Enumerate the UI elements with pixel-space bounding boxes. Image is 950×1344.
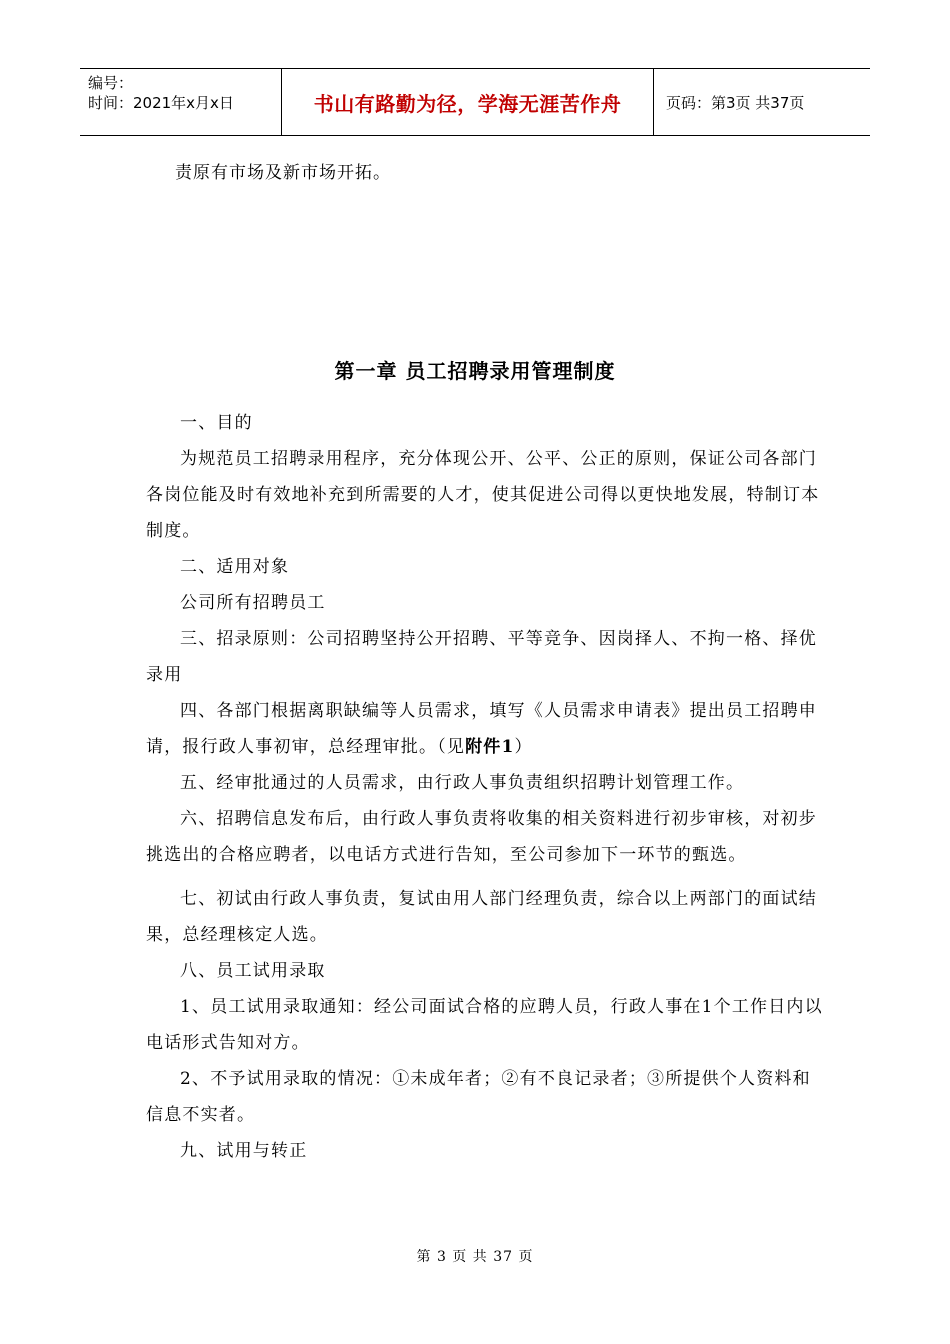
- attachment-link[interactable]: 附件1: [465, 737, 515, 757]
- page-footer: 第 3 页 共 37 页: [416, 1249, 534, 1265]
- paragraph: 2、不予试用录取的情况：①未成年者；②有不良记录者；③所提供个人资料和信息不实者。: [146, 1069, 811, 1125]
- continuation-text: 责原有市场及新市场开拓。: [175, 163, 391, 183]
- doc-number-label: 编号：: [88, 74, 134, 92]
- doc-date-label: 时间：2021年x月x日: [88, 94, 234, 112]
- header-motto: 书山有路勤为径，学海无涯苦作舟: [282, 69, 654, 135]
- section-heading: 九、试用与转正: [180, 1141, 308, 1161]
- chapter-title: 第一章 员工招聘录用管理制度: [334, 359, 616, 383]
- header-meta-cell: [80, 69, 282, 135]
- document-body: [146, 405, 826, 1169]
- paragraph-close: ）: [514, 737, 533, 757]
- header-table: [80, 68, 870, 136]
- paragraph: 为规范员工招聘录用程序，充分体现公开、公平、公正的原则，保证公司各部门各岗位能及时有效地补充到所需要的人才，使其促进公司得以更快地发展，特制订本制度。: [146, 449, 820, 541]
- paragraph: 六、招聘信息发布后，由行政人事负责将收集的相关资料进行初步审核，对初步挑选出的合格应聘者，以电话方式进行告知，至公司参加下一环节的甄选。: [146, 809, 817, 865]
- section-heading: 一、目的: [180, 413, 253, 433]
- paragraph: 三、招录原则：公司招聘坚持公开招聘、平等竞争、因岗择人、不拘一格、择优录用: [146, 629, 817, 685]
- paragraph: 五、经审批通过的人员需求，由行政人事负责组织招聘计划管理工作。: [180, 773, 745, 793]
- paragraph: 七、初试由行政人事负责，复试由用人部门经理负责，综合以上两部门的面试结果，总经理核定人选。: [146, 889, 817, 945]
- section-heading: 八、员工试用录取: [180, 961, 326, 981]
- section-heading: 二、适用对象: [180, 557, 290, 577]
- paragraph: [146, 693, 826, 765]
- paragraph: 1、员工试用录取通知：经公司面试合格的应聘人员，行政人事在1个工作日内以电话形式告知对方。: [146, 997, 823, 1053]
- paragraph: 公司所有招聘员工: [180, 593, 326, 613]
- header-page-info: 页码：第3页 共37页: [666, 93, 805, 112]
- paragraph-text: 四、各部门根据离职缺编等人员需求，填写《人员需求申请表》提出员工招聘申请，报行政人事初审，总经理审批。（见: [146, 701, 817, 757]
